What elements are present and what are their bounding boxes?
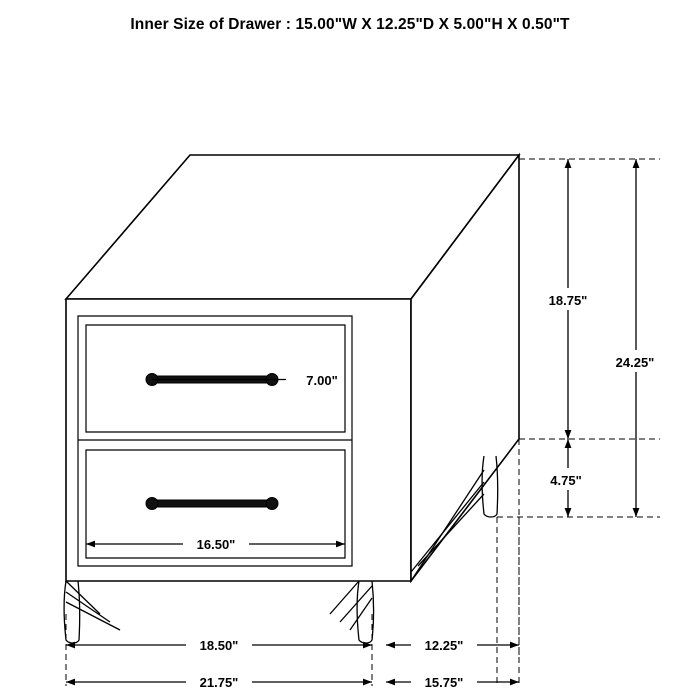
dim-front-width: [66, 634, 372, 656]
dim-side-depth: [386, 634, 519, 656]
dim-label-drawer-lower-width: 16.50": [196, 537, 236, 552]
dim-label-leg-height: 4.75": [550, 473, 582, 488]
dim-label-cabinet-height: 18.75": [548, 293, 588, 308]
dim-label-handle-upper: 7.00": [306, 373, 338, 388]
dim-leg-height: [536, 439, 596, 517]
dim-label-overall-height: 24.25": [615, 355, 655, 370]
cabinet-body: [66, 155, 519, 581]
dim-label-overall-width: 21.75": [199, 675, 239, 690]
dim-overall-depth: [386, 671, 519, 693]
page-title: Inner Size of Drawer : 15.00"W X 12.25"D X 5.00"H X 0.50"T: [130, 16, 570, 33]
dim-label-side-depth: 12.25": [424, 638, 464, 653]
dim-label-front-width: 18.50": [199, 638, 239, 653]
dim-overall-height: [602, 159, 668, 517]
dim-label-overall-depth: 15.75": [424, 675, 464, 690]
dim-cabinet-height: [536, 159, 600, 439]
dim-overall-width: [66, 671, 372, 693]
